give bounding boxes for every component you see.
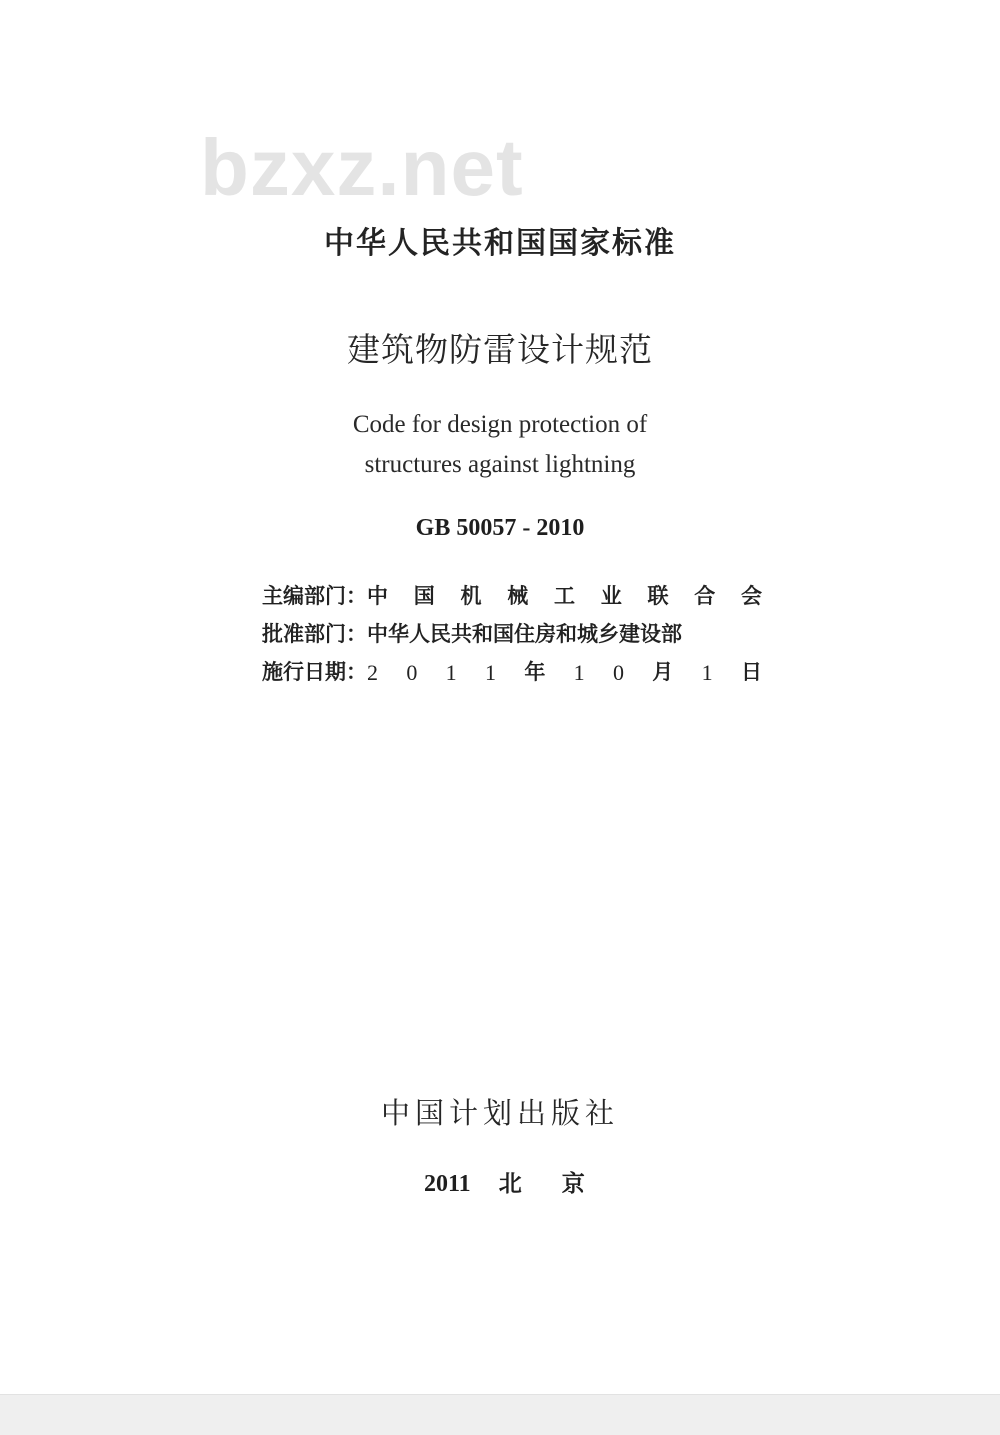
date-char: 0 — [612, 660, 624, 685]
editor-department-row — [262, 584, 762, 609]
issuing-authority: 中华人民共和国国家标准 — [324, 226, 676, 261]
date-char: 2 — [367, 660, 378, 685]
standard-code: GB 50057 - 2010 — [415, 515, 585, 541]
editor-char: 合 — [694, 584, 716, 608]
editor-char: 中 — [367, 584, 388, 608]
date-char: 1 — [701, 660, 713, 685]
effective-date-label: 施行日期： — [262, 660, 367, 684]
editor-char: 机 — [460, 584, 482, 608]
publication-city: 北京 — [498, 1171, 625, 1197]
title-chinese: 建筑物防雷设计规范 — [347, 330, 653, 369]
effective-date-row — [262, 660, 762, 686]
date-char: 日 — [740, 660, 762, 684]
date-char: 年 — [524, 660, 546, 684]
approval-department-row — [262, 622, 762, 647]
effective-date-value — [367, 660, 762, 686]
watermark: bzxz.net — [200, 123, 524, 212]
approval-department-label: 批准部门： — [262, 622, 367, 646]
editor-department-label: 主编部门： — [262, 584, 367, 608]
publication-line — [424, 1170, 625, 1199]
approval-department-value: 中华人民共和国住房和城乡建设部 — [367, 622, 682, 646]
editor-char: 工 — [554, 584, 575, 608]
editor-char: 会 — [741, 584, 762, 608]
editor-char: 联 — [647, 584, 669, 608]
date-char: 月 — [652, 660, 674, 684]
viewer-bottom-strip — [0, 1394, 1000, 1435]
publication-year: 2011 — [424, 1171, 471, 1197]
editor-char: 国 — [413, 584, 435, 608]
title-english-line-1: Code for design protection of — [352, 411, 648, 438]
editor-char: 械 — [507, 584, 529, 608]
editor-department-value — [367, 584, 762, 609]
date-char: 1 — [573, 660, 585, 685]
date-char: 1 — [484, 660, 496, 685]
publisher-name: 中国计划出版社 — [380, 1096, 619, 1130]
editor-char: 业 — [600, 584, 622, 608]
date-char: 1 — [445, 660, 457, 685]
date-char: 0 — [406, 660, 418, 685]
title-english-line-2: structures against lightning — [364, 451, 636, 478]
